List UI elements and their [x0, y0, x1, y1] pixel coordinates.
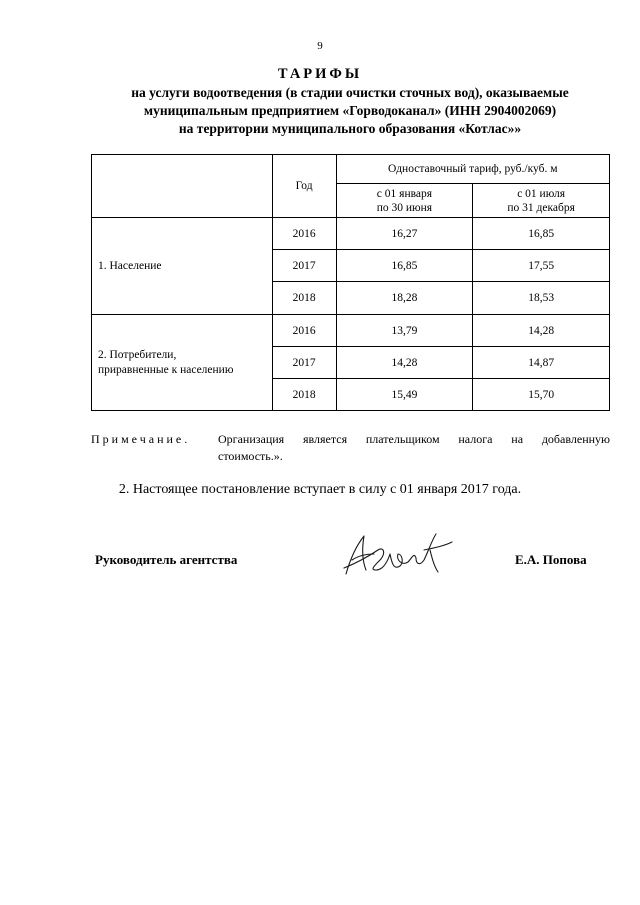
- tariff-cell: 16,85: [473, 218, 610, 250]
- period-2-from: с 01 июля: [517, 187, 566, 200]
- subtitle-line-3: на территории муниципального образования «Котлас»»: [178, 121, 522, 136]
- tariff-table: [91, 154, 610, 411]
- tariff-cell: 14,87: [473, 347, 610, 379]
- tariff-cell: 14,28: [336, 347, 473, 379]
- tariff-cell: 17,55: [473, 250, 610, 282]
- header-empty-cell: [92, 155, 273, 218]
- period-1-from: с 01 января: [376, 187, 433, 200]
- page-number: 9: [317, 40, 323, 52]
- note-label: Примечание.: [91, 432, 191, 446]
- tariff-cell: 18,53: [473, 282, 610, 315]
- subtitle-line-2: муниципальным предприятием «Горводоканал» (ИНН 2904002069): [143, 103, 557, 118]
- year-cell: 2018: [272, 379, 336, 411]
- subtitle-line-1: на услуги водоотведения (в стадии очистки сточных вод), оказываемые: [131, 85, 569, 100]
- signer-title: Руководитель агентства: [95, 552, 238, 567]
- table-header-row: [92, 155, 610, 184]
- handwritten-signature: [340, 530, 455, 580]
- period-2-to: по 31 декабря: [507, 201, 575, 214]
- table-row: [92, 315, 610, 347]
- tariff-cell: 16,27: [336, 218, 473, 250]
- header-period-2: [473, 184, 610, 218]
- year-cell: 2016: [272, 218, 336, 250]
- table-row: [92, 218, 610, 250]
- header-period-1: [336, 184, 473, 218]
- year-cell: 2017: [272, 347, 336, 379]
- document-title: ТАРИФЫ: [277, 66, 363, 82]
- tariff-cell: 16,85: [336, 250, 473, 282]
- tariff-cell: 14,28: [473, 315, 610, 347]
- tariff-cell: 15,70: [473, 379, 610, 411]
- category-consumers: [92, 315, 273, 411]
- year-cell: 2016: [272, 315, 336, 347]
- header-tariff: Одноставочный тариф, руб./куб. м: [336, 155, 609, 184]
- year-cell: 2017: [272, 250, 336, 282]
- year-cell: 2018: [272, 282, 336, 315]
- tariff-cell: 18,28: [336, 282, 473, 315]
- signer-name: Е.А. Попова: [515, 552, 587, 567]
- header-year: Год: [272, 155, 336, 218]
- document-subtitle: [60, 84, 640, 138]
- tariff-cell: 15,49: [336, 379, 473, 411]
- effective-date-paragraph: 2. Настоящее постановление вступает в силу с 01 января 2017 года.: [118, 482, 522, 497]
- category-consumers-line-2: приравненные к населению: [98, 363, 234, 376]
- tariff-cell: 13,79: [336, 315, 473, 347]
- period-1-to: по 30 июня: [376, 201, 433, 214]
- note-text-line-2: стоимость.».: [218, 449, 283, 463]
- category-consumers-line-1: 2. Потребители,: [98, 348, 177, 361]
- category-population: 1. Население: [92, 218, 273, 315]
- note-text-line-1: Организация является плательщиком налога на добавленную: [218, 432, 610, 446]
